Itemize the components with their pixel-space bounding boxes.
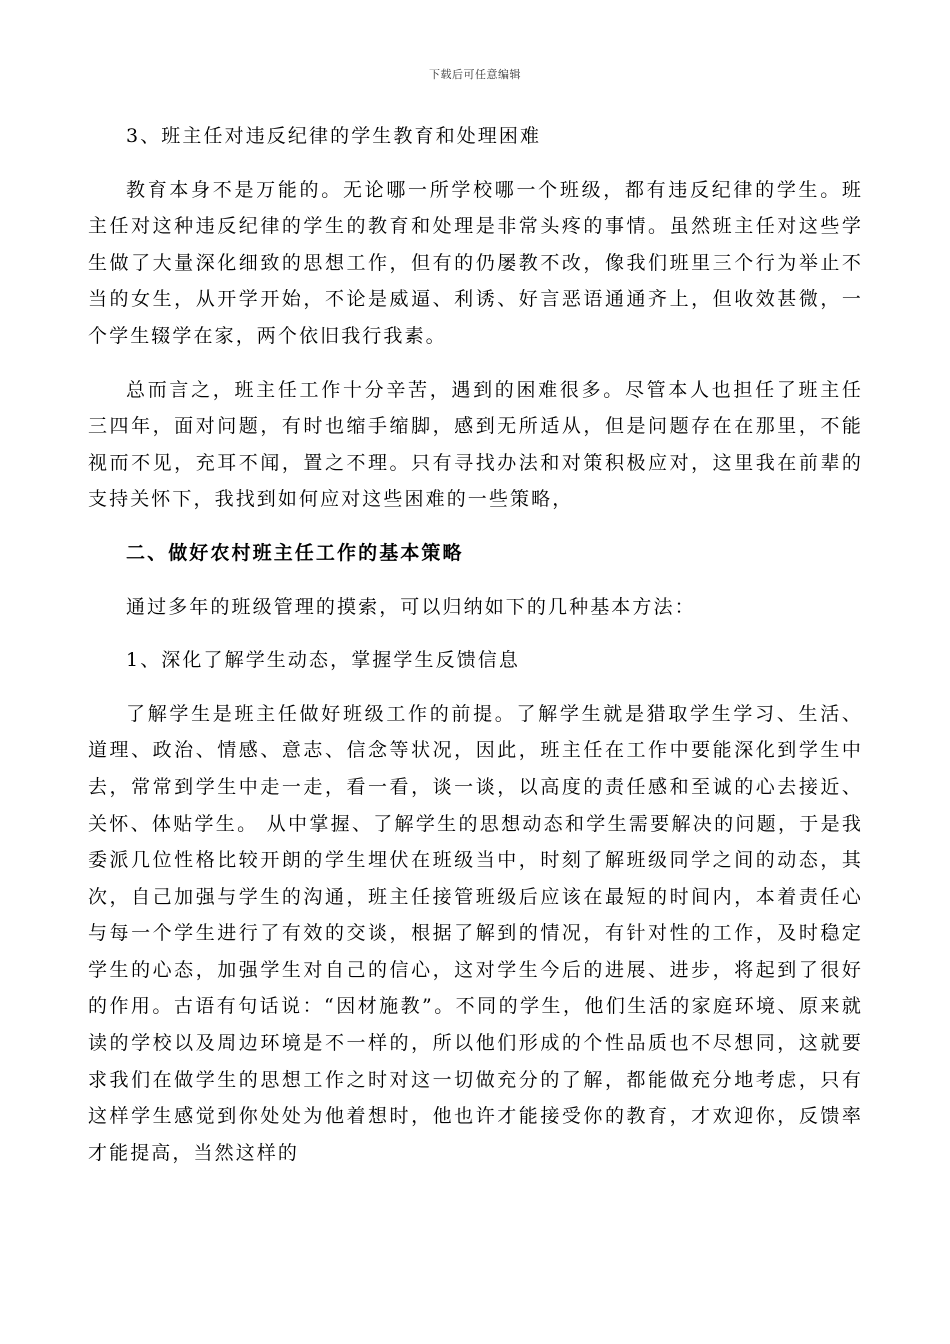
body-paragraph: 了解学生是班主任做好班级工作的前提。了解学生就是猎取学生学习、生活、道理、政治、情感、意志、信念等状况，因此，班主任在工作中要能深化到学生中去，常常到学生中走一走，看一看，谈一谈，以高度的责任感和至诚的心去接近、关怀、体贴学生。 从中掌握、了解学生的思想动态和学生需要解决的问题，于是我委派几位性格比较开朗的学生埋伏在班级当中，时刻了解班级同学之间的动态，其次，自己加强与学生的沟通，班主任接管班级后应该在最短的时间内，本着责任心与每一个学生进行了有效的交谈，根据了解到的情况，有针对性的工作，及时稳定学生的心态，加强学生对自己的信心，这对学生今后的进展、进步，将起到了很好的作用。古语有句话说：“因材施教”。不同的学生，他们生活的家庭环境、原来就读的学校以及周边环境是不一样的，所以他们形成的个性品质也不尽想同，这就要求我们在做学生的思想工作之时对这一切做充分的了解，都能做充分地考虑，只有这样学生感觉到你处处为他着想时，他也许才能接受你的教育，才欢迎你，反馈率才能提高，当然这样的	[88, 702, 863, 1164]
section-heading: 二、做好农村班主任工作的基本策略	[126, 541, 464, 564]
body-paragraph: 总而言之，班主任工作十分辛苦，遇到的困难很多。尽管本人也担任了班主任三四年，面对问题，有时也缩手缩脚，感到无所适从，但是问题存在在那里，不能视而不见，充耳不闻，置之不理。只有寻找办法和对策积极应对，这里我在前辈的支持关怀下，我找到如何应对这些困难的一些策略，	[88, 378, 863, 511]
subheading-discipline-difficulty: 3、班主任对违反纪律的学生教育和处理困难	[126, 125, 542, 147]
body-paragraph: 教育本身不是万能的。无论哪一所学校哪一个班级，都有违反纪律的学生。班主任对这种违反纪律的学生的教育和处理是非常头疼的事情。虽然班主任对这些学生做了大量深化细致的思想工作，但有的仍屡教不改，像我们班里三个行为举止不当的女生，从开学开始，不论是威逼、利诱、好言恶语通通齐上，但收效甚微，一个学生辍学在家，两个依旧我行我素。	[88, 178, 863, 347]
body-paragraph: 通过多年的班级管理的摸索，可以归纳如下的几种基本方法：	[126, 595, 696, 618]
page-header: 下载后可任意编辑	[429, 68, 521, 81]
document-body	[88, 118, 863, 1171]
subheading-understand-students: 1、深化了解学生动态，掌握学生反馈信息	[126, 649, 520, 672]
